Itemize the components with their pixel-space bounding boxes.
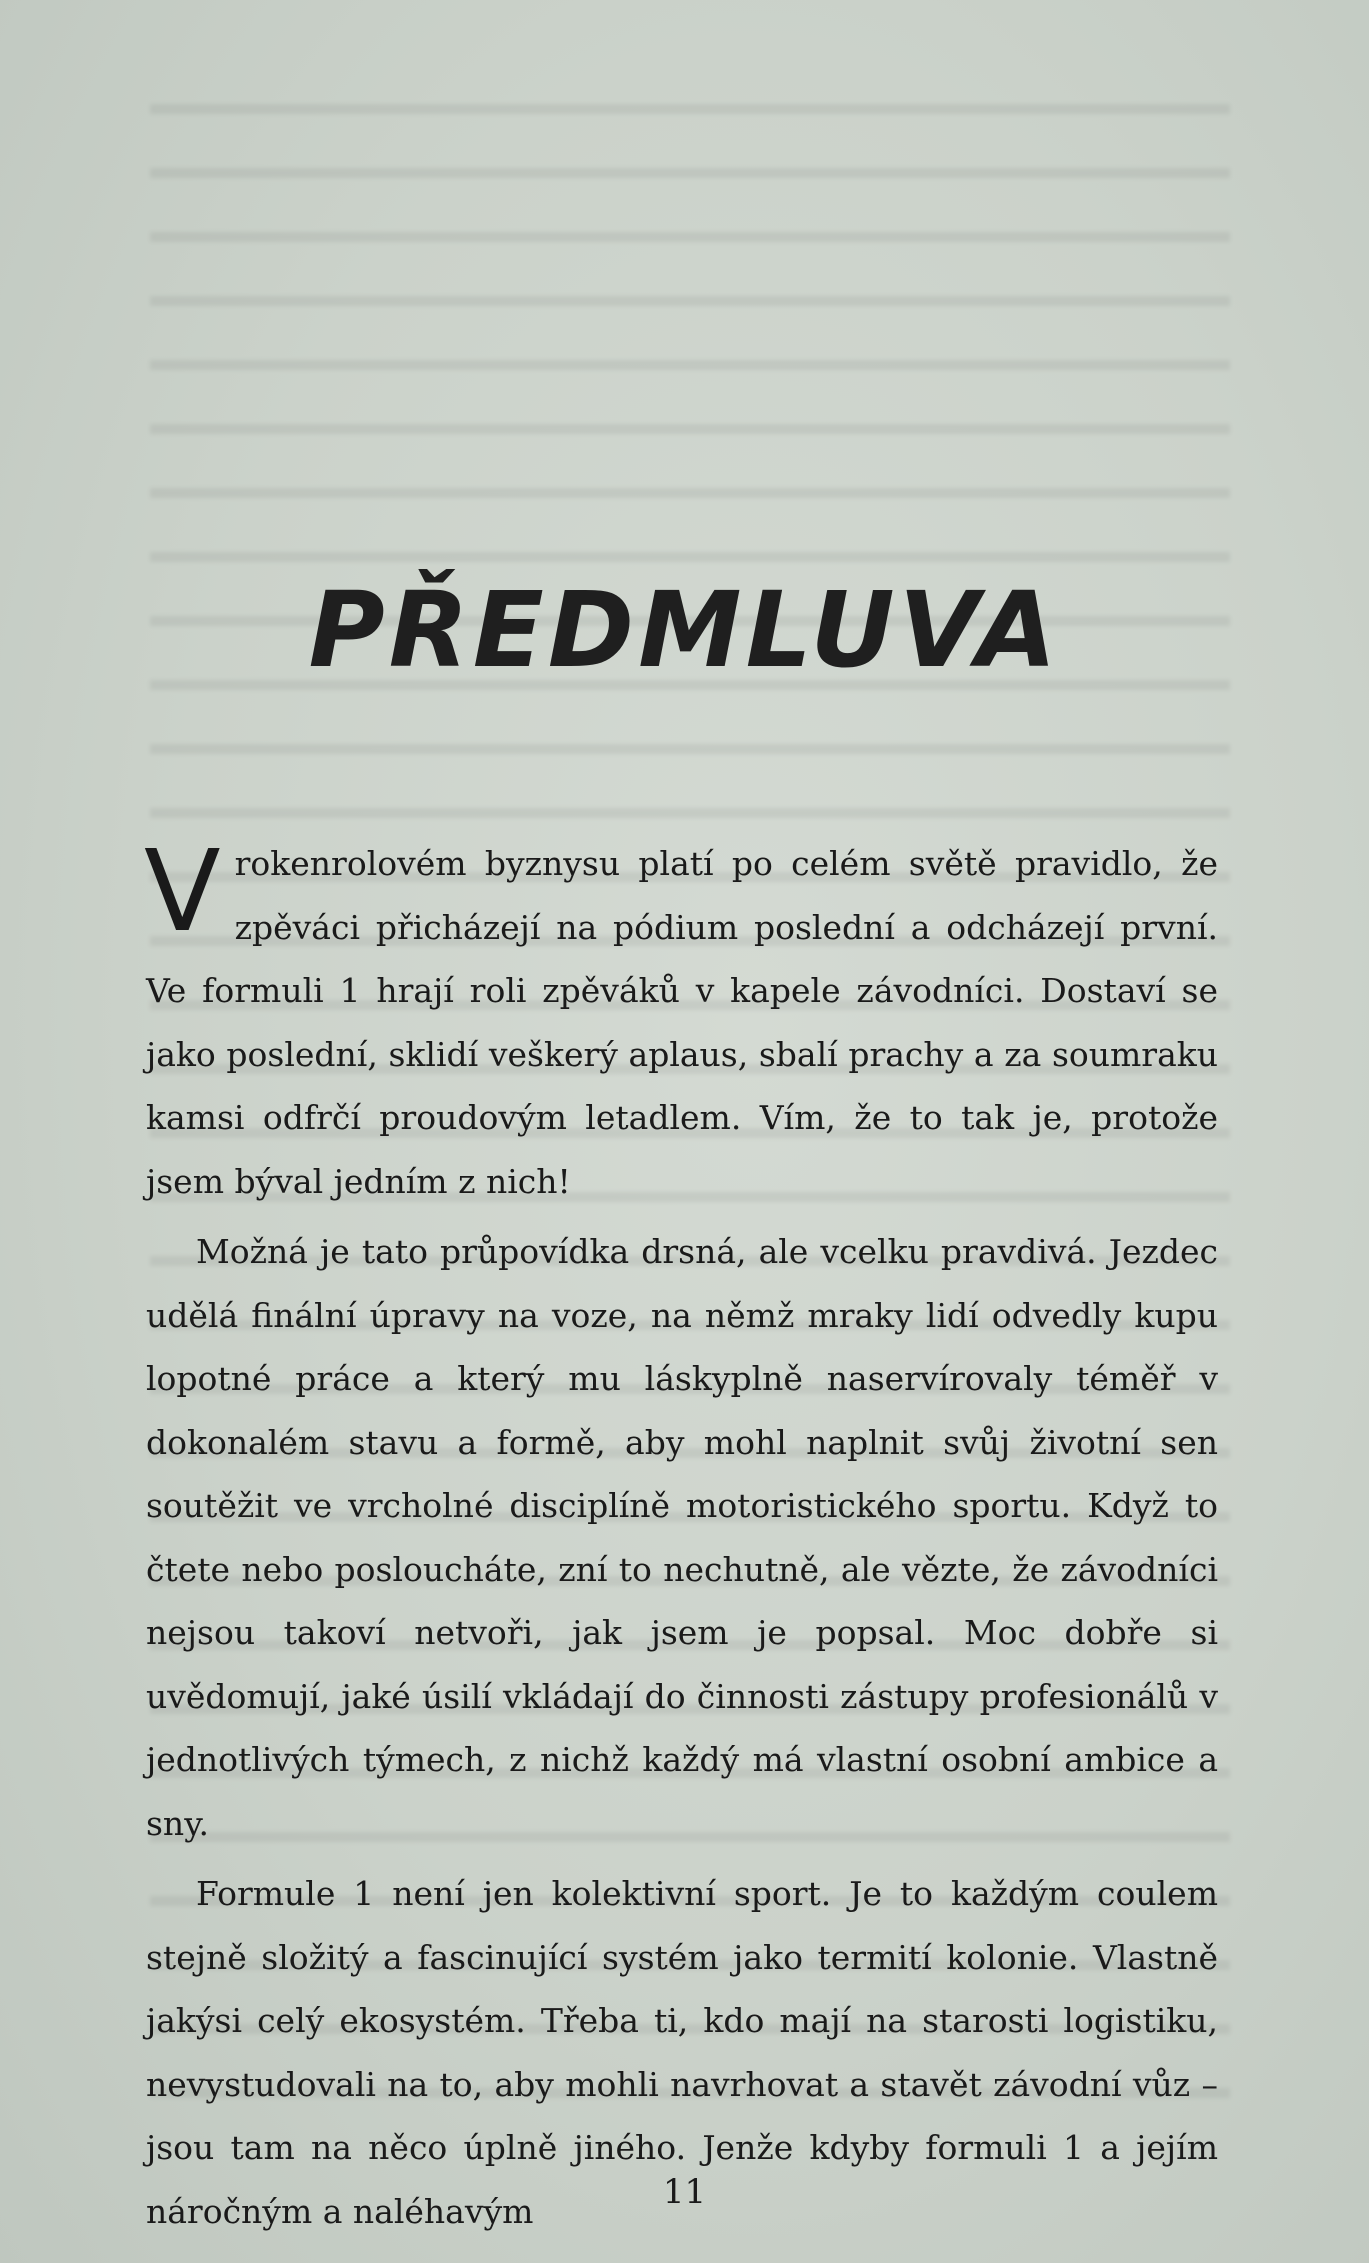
- chapter-title: PŘEDMLUVA: [308, 569, 1061, 691]
- drop-cap: V: [144, 827, 221, 957]
- body-text: [144, 827, 1218, 2250]
- paragraph-1: [144, 827, 1218, 1213]
- page-number: 11: [662, 2172, 707, 2212]
- paragraph-2: Možná je tato průpovídka drsná, ale vcelku pravdivá. Jezdec udělá finální úpravy na voze, na němž mraky lidí odvedly kupu lopotné práce a který mu láskyplně naservírovaly téměř v dokonalém stavu a formě, aby mohl naplnit svůj životní sen soutěžit ve vrcholné disciplíně motoristického sportu. Když to čtete nebo posloucháte, zní to nechutně, ale vězte, že závodníci nejsou takoví netvoři, jak jsem je popsal. Moc dobře si uvědomují, jaké úsilí vkládají do činnosti zástupy profesionálů v jednotlivých týmech, z nichž každý má vlastní osobní ambice a sny.: [146, 1232, 1218, 1843]
- paragraph-1-text: rokenrolovém byznysu platí po celém světě pravidlo, že zpěváci přicházejí na pódium poslední a odcházejí první. Ve formuli 1 hrají roli zpěváků v kapele závodníci. Dostaví se jako poslední, sklidí veškerý aplaus, sbalí prachy a za soumraku kamsi odfrčí proudovým letadlem. Vím, že to tak je, protože jsem býval jedním z nich!: [146, 844, 1218, 1201]
- paragraph-3: Formule 1 není jen kolektivní sport. Je to každým coulem stejně složitý a fascinující systém jako termití kolonie. Vlastně jakýsi celý ekosystém. Třeba ti, kdo mají na starosti logistiku, nevystudovali na to, aby mohli navrhovat a stavět závodní vůz – jsou tam na něco úplně jiného. Jenže kdyby formuli 1 a jejím náročným a naléhavým: [146, 1874, 1218, 2231]
